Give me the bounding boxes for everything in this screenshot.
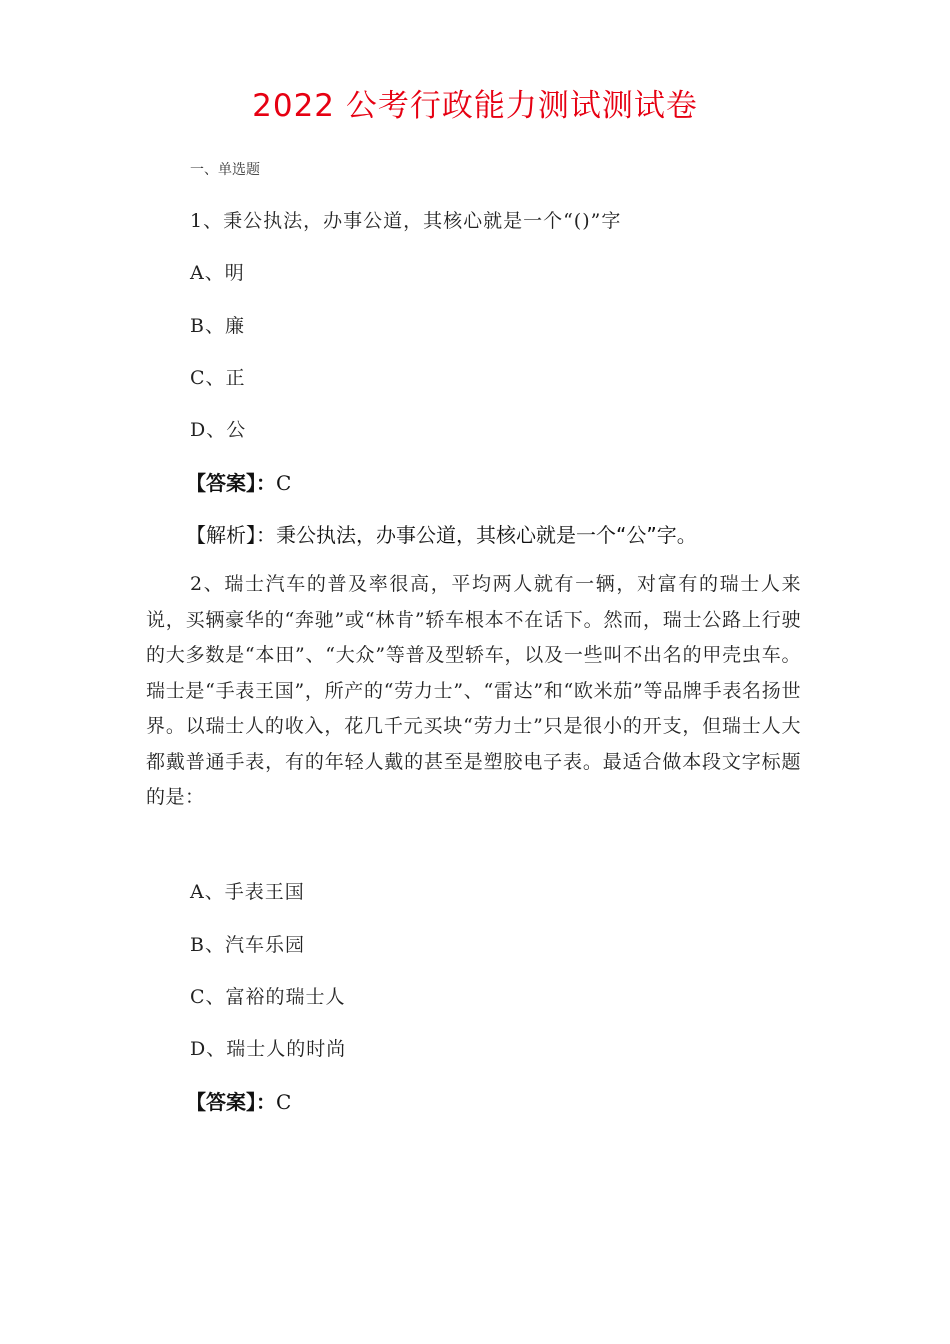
answer-separator: ：: [256, 1090, 276, 1114]
question-2-option-c: C、富裕的瑞士人: [190, 986, 346, 1008]
answer-label: 【答案】: [186, 471, 256, 495]
question-1-option-b: B、廉: [190, 315, 245, 337]
question-2-option-a: A、手表王国: [190, 881, 305, 903]
question-2-option-b: B、汽车乐园: [190, 934, 305, 956]
analysis-text: ：秉公执法，办事公道，其核心就是一个“公”字。: [256, 523, 697, 547]
question-1-stem: 1、秉公执法，办事公道，其核心就是一个“()”字: [190, 210, 622, 232]
question-1-option-c: C、正: [190, 367, 246, 389]
answer-label: 【答案】: [186, 1090, 256, 1114]
question-2-stem: 2、瑞士汽车的普及率很高，平均两人就有一辆，对富有的瑞士人来说，买辆豪华的“奔驰”或“林肯”轿车根本不在话下。然而，瑞士公路上行驶的大多数是“本田”、“大众”等普及型轿车，以及一些叫不出名的甲壳虫车。瑞士是“手表王国”，所产的“劳力士”、“雷达”和“欧米茄”等品牌手表名扬世界。以瑞士人的收入，花几千元买块“劳力士”只是很小的开支，但瑞士人大都戴普通手表，有的年轻人戴的甚至是塑胶电子表。最适合做本段文字标题的是：: [146, 573, 801, 808]
question-2-answer: [186, 1088, 291, 1116]
section-label: 一、单选题: [190, 162, 260, 178]
answer-value: C: [276, 471, 292, 495]
document-title: 2022 公考行政能力测试测试卷: [252, 88, 698, 124]
question-1-analysis: [186, 521, 697, 549]
question-1-option-a: A、明: [190, 262, 245, 284]
answer-value: C: [276, 1090, 292, 1114]
question-1-option-d: D、公: [190, 419, 247, 441]
answer-separator: ：: [256, 471, 276, 495]
analysis-label: 【解析】: [186, 523, 256, 547]
question-2-option-d: D、瑞士人的时尚: [190, 1038, 347, 1060]
question-1-answer: [186, 469, 291, 497]
